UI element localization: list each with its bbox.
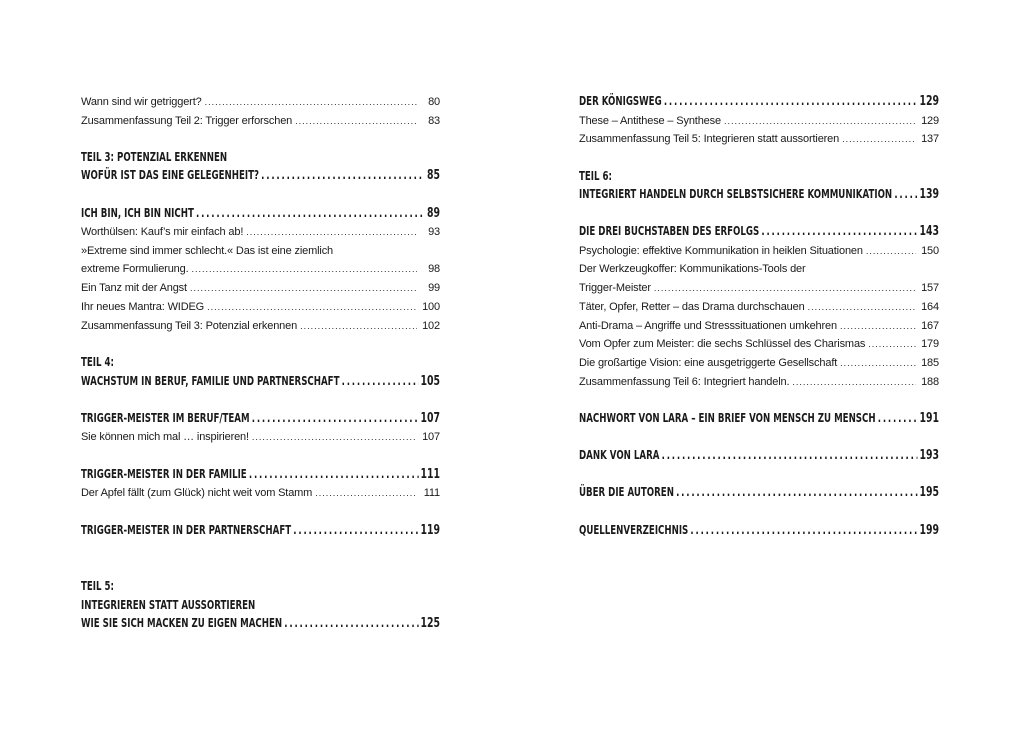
toc-entry[interactable] bbox=[579, 356, 939, 370]
toc-chapter-title: INTEGRIERT HANDELN DURCH SELBSTSICHERE KOMMUNIKATION bbox=[579, 187, 893, 201]
toc-entry-title: These – Antithese – Synthese bbox=[579, 115, 721, 127]
toc-chapter[interactable] bbox=[579, 484, 939, 500]
toc-chapter[interactable] bbox=[81, 373, 440, 389]
dot-leader bbox=[842, 132, 916, 146]
toc-chapter[interactable] bbox=[81, 466, 440, 482]
toc-chapter-title: WOFÜR IST DAS EINE GELEGENHEIT? bbox=[81, 168, 260, 182]
toc-entry-page: 102 bbox=[422, 320, 440, 332]
dot-leader bbox=[662, 447, 918, 463]
toc-entry-title: Zusammenfassung Teil 6: Integriert handeln. bbox=[579, 376, 790, 388]
toc-entry[interactable] bbox=[579, 300, 939, 314]
toc-entry-page: 107 bbox=[422, 431, 440, 443]
dot-leader bbox=[295, 114, 417, 128]
toc-chapter-title: ÜBER DIE AUTOREN bbox=[579, 485, 674, 499]
toc-chapter[interactable] bbox=[579, 522, 939, 538]
toc-entry-page: 185 bbox=[921, 357, 939, 369]
toc-entry-page: 164 bbox=[921, 301, 939, 313]
toc-chapter-page: 199 bbox=[919, 523, 940, 538]
dot-leader bbox=[190, 281, 417, 295]
dot-leader bbox=[261, 167, 423, 183]
dot-leader bbox=[192, 262, 417, 276]
toc-chapter-title: NACHWORT VON LARA – EIN BRIEF VON MENSCH ZU MENSCH bbox=[579, 411, 876, 425]
toc-entry-page: 111 bbox=[423, 487, 440, 499]
toc-chapter-title: WIE SIE SICH MACKEN ZU EIGEN MACHEN bbox=[81, 616, 283, 630]
dot-leader bbox=[724, 114, 916, 128]
dot-leader bbox=[205, 95, 417, 109]
toc-entry-page: 100 bbox=[422, 301, 440, 313]
toc-entry-page: 137 bbox=[921, 133, 939, 145]
toc-chapter[interactable] bbox=[81, 615, 440, 631]
toc-entry-line: Der Werkzeugkoffer: Kommunikations-Tools der bbox=[579, 263, 806, 275]
toc-entry[interactable] bbox=[579, 337, 939, 351]
toc-entry-title: Zusammenfassung Teil 3: Potenzial erkennen bbox=[81, 320, 298, 332]
toc-entry-title: extreme Formulierung. bbox=[81, 263, 189, 275]
toc-chapter-title: TRIGGER-MEISTER IN DER FAMILIE bbox=[81, 467, 247, 481]
toc-entry-page: 188 bbox=[921, 376, 939, 388]
toc-entry[interactable] bbox=[81, 486, 440, 500]
dot-leader bbox=[676, 484, 917, 500]
toc-chapter-page: 85 bbox=[426, 168, 441, 183]
toc-chapter-title: WACHSTUM IN BERUF, FAMILIE UND PARTNERSCHAFT bbox=[81, 374, 340, 388]
toc-entry-page: 99 bbox=[428, 282, 440, 294]
dot-leader bbox=[246, 225, 417, 239]
toc-chapter[interactable] bbox=[579, 223, 939, 239]
dot-leader bbox=[284, 615, 418, 631]
toc-entry-page: 167 bbox=[921, 320, 939, 332]
toc-chapter-page: 143 bbox=[919, 224, 940, 239]
part-5-label: TEIL 5: bbox=[81, 579, 114, 593]
part-3-label: TEIL 3: POTENZIAL ERKENNEN bbox=[81, 150, 228, 164]
toc-entry-title: Der Apfel fällt (zum Glück) nicht weit vom Stamm bbox=[81, 487, 313, 499]
toc-chapter-page: 125 bbox=[420, 616, 441, 631]
toc-entry-page: 150 bbox=[921, 245, 939, 257]
dot-leader bbox=[654, 281, 916, 295]
dot-leader bbox=[249, 466, 418, 482]
toc-chapter[interactable] bbox=[579, 93, 939, 109]
toc-chapter-page: 111 bbox=[420, 467, 441, 482]
toc-entry-page: 98 bbox=[428, 263, 440, 275]
dot-leader bbox=[792, 375, 916, 389]
toc-chapter-page: 105 bbox=[420, 374, 441, 389]
toc-entry[interactable] bbox=[579, 375, 939, 389]
toc-entry-title: Worthülsen: Kauf’s mir einfach ab! bbox=[81, 226, 244, 238]
toc-entry-title: Anti-Drama – Angriffe und Stresssituationen umkehren bbox=[579, 320, 837, 332]
toc-chapter[interactable] bbox=[81, 410, 440, 426]
toc-entry-title: Zusammenfassung Teil 5: Integrieren statt aussortieren bbox=[579, 133, 840, 145]
toc-entry[interactable] bbox=[579, 281, 939, 295]
toc-entry-title: Sie können mich mal … inspirieren! bbox=[81, 431, 249, 443]
toc-chapter-title: TRIGGER-MEISTER IN DER PARTNERSCHAFT bbox=[81, 523, 292, 537]
toc-entry[interactable] bbox=[81, 225, 440, 239]
toc-chapter[interactable] bbox=[579, 410, 939, 426]
dot-leader bbox=[664, 93, 917, 109]
toc-entry-title: Wann sind wir getriggert? bbox=[81, 96, 202, 108]
dot-leader bbox=[196, 205, 423, 221]
toc-chapter-title: DANK VON LARA bbox=[579, 448, 660, 462]
toc-entry-title: Die großartige Vision: eine ausgetriggerte Gesellschaft bbox=[579, 357, 838, 369]
dot-leader bbox=[894, 186, 917, 202]
toc-chapter[interactable] bbox=[81, 205, 440, 221]
dot-leader bbox=[868, 337, 916, 351]
toc-entry-page: 80 bbox=[428, 96, 440, 108]
toc-entry[interactable] bbox=[579, 132, 939, 146]
toc-chapter-title: ICH BIN, ICH BIN NICHT bbox=[81, 206, 194, 220]
toc-entry-title: Ein Tanz mit der Angst bbox=[81, 282, 187, 294]
toc-chapter-title: QUELLENVERZEICHNIS bbox=[579, 523, 689, 537]
part-5-title: INTEGRIEREN STATT AUSSORTIEREN bbox=[81, 598, 256, 612]
toc-chapter[interactable] bbox=[579, 186, 939, 202]
dot-leader bbox=[207, 300, 417, 314]
toc-entry-title: Trigger-Meister bbox=[579, 282, 651, 294]
toc-entry-title: Zusammenfassung Teil 2: Trigger erforschen bbox=[81, 115, 293, 127]
dot-leader bbox=[690, 522, 917, 538]
dot-leader bbox=[315, 486, 417, 500]
toc-entry-page: 179 bbox=[921, 338, 939, 350]
dot-leader bbox=[252, 410, 419, 426]
toc-chapter-page: 107 bbox=[420, 411, 441, 426]
toc-entry-title: Psychologie: effektive Kommunikation in heiklen Situationen bbox=[579, 245, 863, 257]
toc-entry-page: 93 bbox=[428, 226, 440, 238]
toc-entry-title: Vom Opfer zum Meister: die sechs Schlüssel des Charismas bbox=[579, 338, 866, 350]
dot-leader bbox=[252, 430, 417, 444]
toc-entry[interactable] bbox=[81, 114, 440, 128]
toc-chapter-title: TRIGGER-MEISTER IM BERUF/TEAM bbox=[81, 411, 250, 425]
toc-entry[interactable] bbox=[81, 319, 440, 333]
dot-leader bbox=[866, 244, 916, 258]
dot-leader bbox=[878, 410, 918, 426]
toc-entry[interactable] bbox=[81, 430, 440, 444]
toc-chapter-page: 139 bbox=[919, 187, 940, 202]
toc-entry[interactable] bbox=[579, 114, 939, 128]
toc-entry[interactable] bbox=[81, 281, 440, 295]
toc-chapter-page: 129 bbox=[919, 94, 940, 109]
toc-chapter-page: 119 bbox=[420, 523, 441, 538]
toc-chapter-page: 89 bbox=[426, 206, 441, 221]
toc-chapter-page: 191 bbox=[919, 411, 940, 426]
dot-leader bbox=[840, 319, 916, 333]
toc-entry-line: »Extreme sind immer schlecht.« Das ist eine ziemlich bbox=[81, 245, 334, 257]
toc-entry-page: 83 bbox=[428, 115, 440, 127]
toc-entry[interactable] bbox=[81, 95, 440, 109]
toc-chapter[interactable] bbox=[81, 522, 440, 538]
dot-leader bbox=[840, 356, 916, 370]
toc-chapter-page: 193 bbox=[919, 448, 940, 463]
toc-entry-title: Ihr neues Mantra: WIDEG bbox=[81, 301, 205, 313]
dot-leader bbox=[293, 522, 418, 538]
toc-chapter-page: 195 bbox=[919, 485, 940, 500]
toc-entry[interactable] bbox=[81, 262, 440, 276]
toc-entry-page: 157 bbox=[921, 282, 939, 294]
toc-chapter[interactable] bbox=[81, 167, 440, 183]
dot-leader bbox=[761, 223, 917, 239]
toc-chapter[interactable] bbox=[579, 447, 939, 463]
dot-leader bbox=[342, 373, 419, 389]
toc-entry-page: 129 bbox=[921, 115, 939, 127]
toc-entry[interactable] bbox=[81, 300, 440, 314]
part-4-label: TEIL 4: bbox=[81, 355, 114, 369]
toc-chapter-title: DER KÖNIGSWEG bbox=[579, 94, 662, 108]
part-6-label: TEIL 6: bbox=[579, 169, 612, 183]
toc-entry-title: Täter, Opfer, Retter – das Drama durchschauen bbox=[579, 301, 805, 313]
dot-leader bbox=[300, 319, 417, 333]
toc-chapter-title: DIE DREI BUCHSTABEN DES ERFOLGS bbox=[579, 224, 760, 238]
toc-entry[interactable] bbox=[579, 319, 939, 333]
toc-entry[interactable] bbox=[579, 244, 939, 258]
dot-leader bbox=[808, 300, 916, 314]
